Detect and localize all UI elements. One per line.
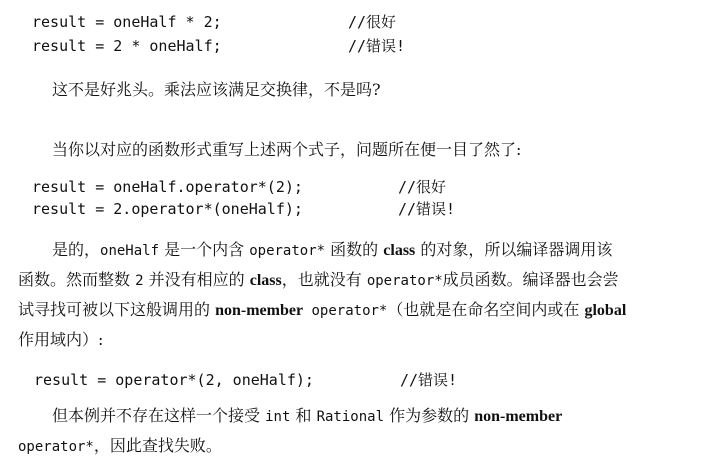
text-span: 作为参数的	[384, 406, 475, 425]
code-span: operator*	[249, 243, 326, 259]
text-span: 试寻找可被以下这般调用的	[18, 300, 216, 319]
code-comment-2: //错误!	[348, 37, 406, 55]
text-span: 函数。然而整数	[18, 270, 136, 289]
bold-span: class	[249, 272, 282, 289]
bold-span: non-member	[474, 408, 563, 425]
code-comment-5: //错误!	[400, 371, 458, 389]
text-span: （也就是在命名空间内或在	[387, 300, 585, 319]
paragraph-3-line-3	[18, 300, 626, 321]
text-span: ，也就没有	[281, 270, 367, 289]
code-span: operator*	[303, 303, 388, 319]
text-span: 和	[290, 406, 317, 425]
text-span: ，因此查找失败。	[93, 436, 222, 455]
paragraph-1: 这不是好兆头。乘法应该满足交换律，不是吗?	[52, 80, 381, 99]
code-line-4: result = 2.operator*(oneHalf);	[32, 200, 303, 218]
paragraph-3-line-4: 作用域内）:	[18, 330, 104, 349]
bold-span: class	[383, 242, 416, 259]
paragraph-2: 当你以对应的函数形式重写上述两个式子，问题所在便一目了然了:	[52, 140, 522, 159]
code-line-1: result = oneHalf * 2;	[32, 13, 222, 31]
text-span: 成员函数。编译器也会尝	[442, 270, 619, 289]
bold-span: global	[584, 302, 627, 319]
text-span: 是一个内含	[159, 240, 250, 259]
code-line-2: result = 2 * oneHalf;	[32, 37, 222, 55]
code-comment-1: //很好	[348, 13, 397, 31]
paragraph-4-line-1	[52, 406, 562, 427]
code-line-5: result = operator*(2, oneHalf);	[34, 371, 314, 389]
code-comment-3: //很好	[398, 178, 447, 196]
code-span: Rational	[316, 409, 385, 425]
paragraph-4-line-2	[18, 436, 222, 457]
text-span: 是的，	[52, 240, 101, 259]
text-span: 但本例并不存在这样一个接受	[52, 406, 266, 425]
code-span: operator*	[18, 439, 94, 455]
code-span: int	[265, 409, 291, 425]
text-span: 的对象，所以编译器调用该	[415, 240, 613, 259]
code-comment-4: //错误!	[398, 200, 456, 218]
code-line-3: result = oneHalf.operator*(2);	[32, 178, 303, 196]
text-span: 并没有相应的	[143, 270, 250, 289]
bold-span: non-member	[215, 302, 304, 319]
code-span: operator*	[366, 273, 443, 289]
paragraph-3-line-2	[18, 270, 619, 291]
code-span: oneHalf	[100, 243, 160, 259]
text-span: 函数的	[325, 240, 384, 259]
code-span: 2	[135, 273, 144, 289]
paragraph-3-line-1	[52, 240, 612, 261]
